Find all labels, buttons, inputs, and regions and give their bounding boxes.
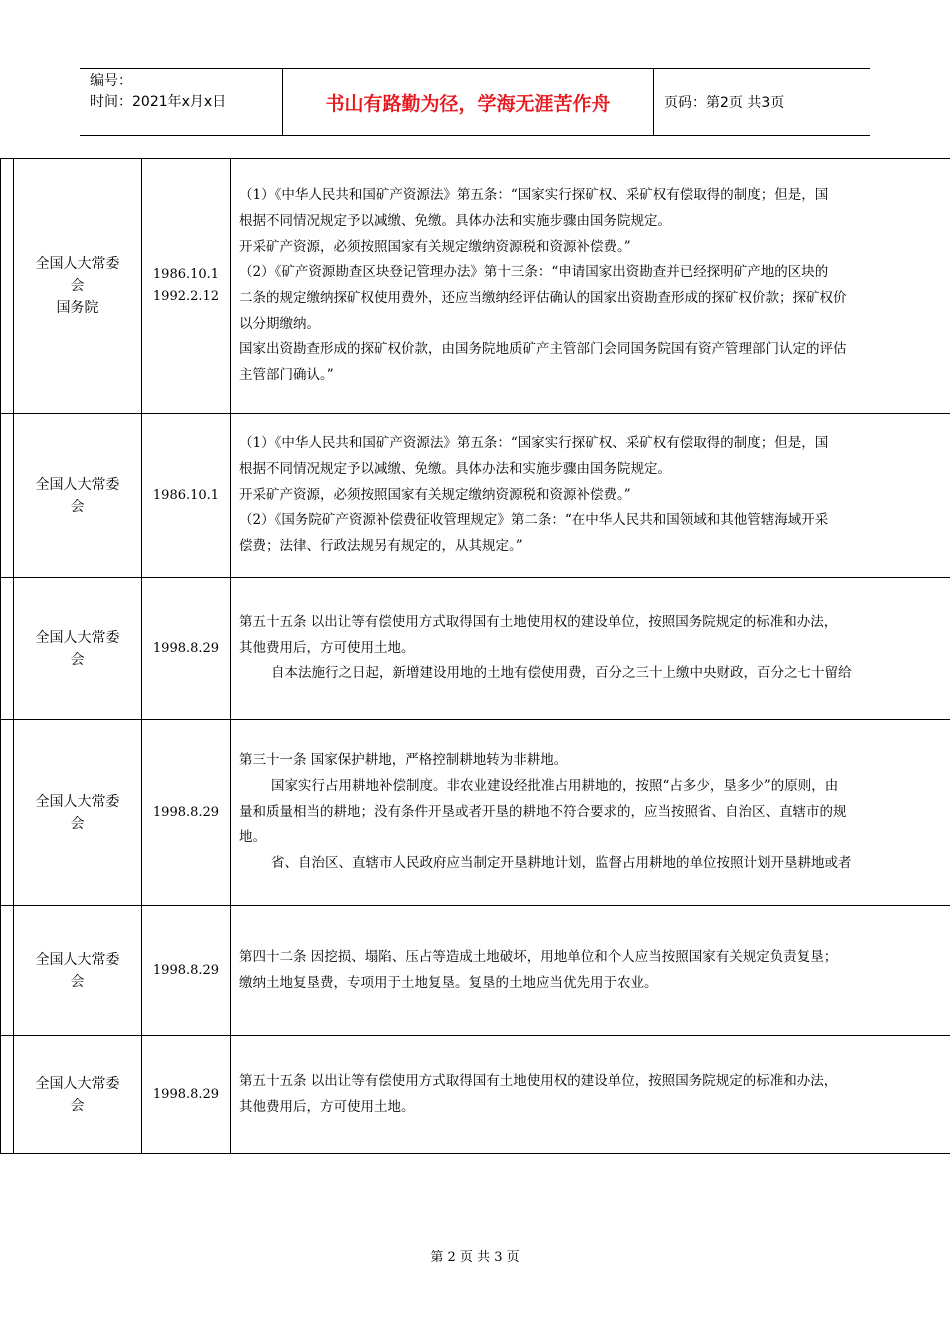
date-line: 1992.2.12	[152, 289, 220, 304]
code-label: 编号：	[90, 73, 132, 89]
table-row	[0, 906, 950, 1036]
provision-line: 第四十二条 因挖损、塌陷、压占等造成土地破坏，用地单位和个人应当按照国家有关规定负责复垦；	[239, 948, 838, 965]
cut-off-column	[0, 578, 14, 719]
provision-line: 根据不同情况规定予以减缴、免缴。具体办法和实施步骤由国务院规定。	[239, 212, 671, 229]
authority-line: 全国人大常委	[35, 1075, 120, 1092]
provision-line: 二条的规定缴纳探矿权使用费外，还应当缴纳经评估确认的国家出资勘查形成的探矿权价款；探矿权价	[239, 290, 847, 306]
authority-line: 会	[70, 498, 85, 515]
provision-line: 主管部门确认。”	[239, 367, 334, 384]
cut-off-column	[0, 906, 14, 1035]
provision-line: 缴纳土地复垦费，专项用于土地复垦。复垦的土地应当优先用于农业。	[239, 974, 658, 991]
authority-line: 全国人大常委	[35, 476, 120, 493]
authority-line: 会	[70, 278, 85, 294]
authority-line: 会	[70, 651, 85, 668]
authority-line: 国务院	[56, 300, 99, 316]
provision-line: 以分期缴纳。	[239, 315, 320, 332]
header-meta	[80, 69, 282, 135]
provision-line: 开采矿产资源，必须按照国家有关规定缴纳资源税和资源补偿费。”	[239, 238, 631, 255]
page-info: 页码：第2页 共3页	[664, 95, 785, 111]
provision-line: （2）《矿产资源勘查区块登记管理办法》第十三条：“申请国家出资勘查并已经探明矿产地的区块的	[239, 264, 829, 281]
date-cell	[142, 1036, 231, 1153]
provision-line: 开采矿产资源，必须按照国家有关规定缴纳资源税和资源补偿费。”	[239, 486, 631, 503]
cut-off-column	[0, 414, 14, 577]
provision-line: 自本法施行之日起，新增建设用地的土地有偿使用费，百分之三十上缴中央财政，百分之七十留给	[271, 665, 852, 682]
date-line: 1998.8.29	[152, 640, 220, 656]
page-header	[80, 68, 870, 136]
authority-line: 全国人大常委	[35, 951, 120, 968]
date-cell	[142, 159, 231, 413]
cut-off-column	[0, 159, 14, 413]
provision-text-cell	[231, 578, 950, 719]
table-row	[0, 414, 950, 578]
table-row	[0, 578, 950, 720]
time-label: 时间：2021年x月x日	[90, 94, 227, 110]
date-line: 1986.10.1	[152, 487, 220, 503]
date-cell	[142, 578, 231, 719]
provision-text-cell	[231, 1036, 950, 1153]
cut-off-column	[0, 720, 14, 905]
issuing-authority-cell	[14, 1036, 142, 1153]
provision-line: （1）《中华人民共和国矿产资源法》第五条：“国家实行探矿权、采矿权有偿取得的制度；但是，国	[239, 435, 829, 452]
cut-off-column	[0, 1036, 14, 1153]
motto: 书山有路勤为径，学海无涯苦作舟	[282, 69, 654, 135]
provision-line: 偿费；法律、行政法规另有规定的，从其规定。”	[239, 538, 523, 555]
issuing-authority-cell	[14, 414, 142, 577]
provision-text-cell	[231, 414, 950, 577]
date-line: 1998.8.29	[152, 1086, 220, 1102]
provision-line: 量和质量相当的耕地；没有条件开垦或者开垦的耕地不符合要求的，应当按照省、自治区、直辖市的规	[239, 803, 847, 820]
issuing-authority-cell	[14, 159, 142, 413]
date-line: 1998.8.29	[152, 804, 220, 820]
provision-line: 国家出资勘查形成的探矿权价款，由国务院地质矿产主管部门会同国务院国有资产管理部门认定的评估	[239, 341, 847, 358]
provision-line: 其他费用后，方可使用土地。	[239, 1098, 415, 1115]
issuing-authority-cell	[14, 720, 142, 905]
date-line: 1986.10.1	[152, 267, 220, 282]
authority-line: 全国人大常委	[35, 793, 120, 810]
authority-line: 会	[70, 815, 85, 832]
date-cell	[142, 414, 231, 577]
table-row	[0, 1036, 950, 1154]
provision-line: （1）《中华人民共和国矿产资源法》第五条：“国家实行探矿权、采矿权有偿取得的制度；但是，国	[239, 187, 829, 204]
provision-text-cell	[231, 720, 950, 905]
date-cell	[142, 720, 231, 905]
provision-text-cell	[231, 906, 950, 1035]
provision-line: 第五十五条 以出让等有偿使用方式取得国有土地使用权的建设单位，按照国务院规定的标准和办法，	[239, 1072, 838, 1089]
page-footer: 第 2 页 共 3 页	[430, 1250, 520, 1265]
authority-line: 会	[70, 973, 85, 990]
issuing-authority-cell	[14, 906, 142, 1035]
provision-line: 其他费用后，方可使用土地。	[239, 639, 415, 656]
provision-text-cell	[231, 159, 950, 413]
provision-line: 第五十五条 以出让等有偿使用方式取得国有土地使用权的建设单位，按照国务院规定的标准和办法，	[239, 613, 838, 630]
date-cell	[142, 906, 231, 1035]
provision-line: （2）《国务院矿产资源补偿费征收管理规定》第二条：“在中华人民共和国领域和其他管辖海域开采	[239, 512, 829, 529]
authority-line: 会	[70, 1097, 85, 1114]
table-row	[0, 158, 950, 414]
regulation-table	[0, 158, 950, 1154]
provision-line: 地。	[239, 829, 266, 846]
date-line: 1998.8.29	[152, 962, 220, 978]
issuing-authority-cell	[14, 578, 142, 719]
provision-line: 省、自治区、直辖市人民政府应当制定开垦耕地计划，监督占用耕地的单位按照计划开垦耕地或者	[271, 855, 852, 872]
provision-line: 第三十一条 国家保护耕地，严格控制耕地转为非耕地。	[239, 752, 568, 769]
provision-line: 根据不同情况规定予以减缴、免缴。具体办法和实施步骤由国务院规定。	[239, 460, 671, 477]
authority-line: 全国人大常委	[35, 256, 120, 272]
provision-line: 国家实行占用耕地补偿制度。非农业建设经批准占用耕地的，按照“占多少，垦多少”的原则，由	[271, 777, 839, 794]
table-row	[0, 720, 950, 906]
authority-line: 全国人大常委	[35, 629, 120, 646]
